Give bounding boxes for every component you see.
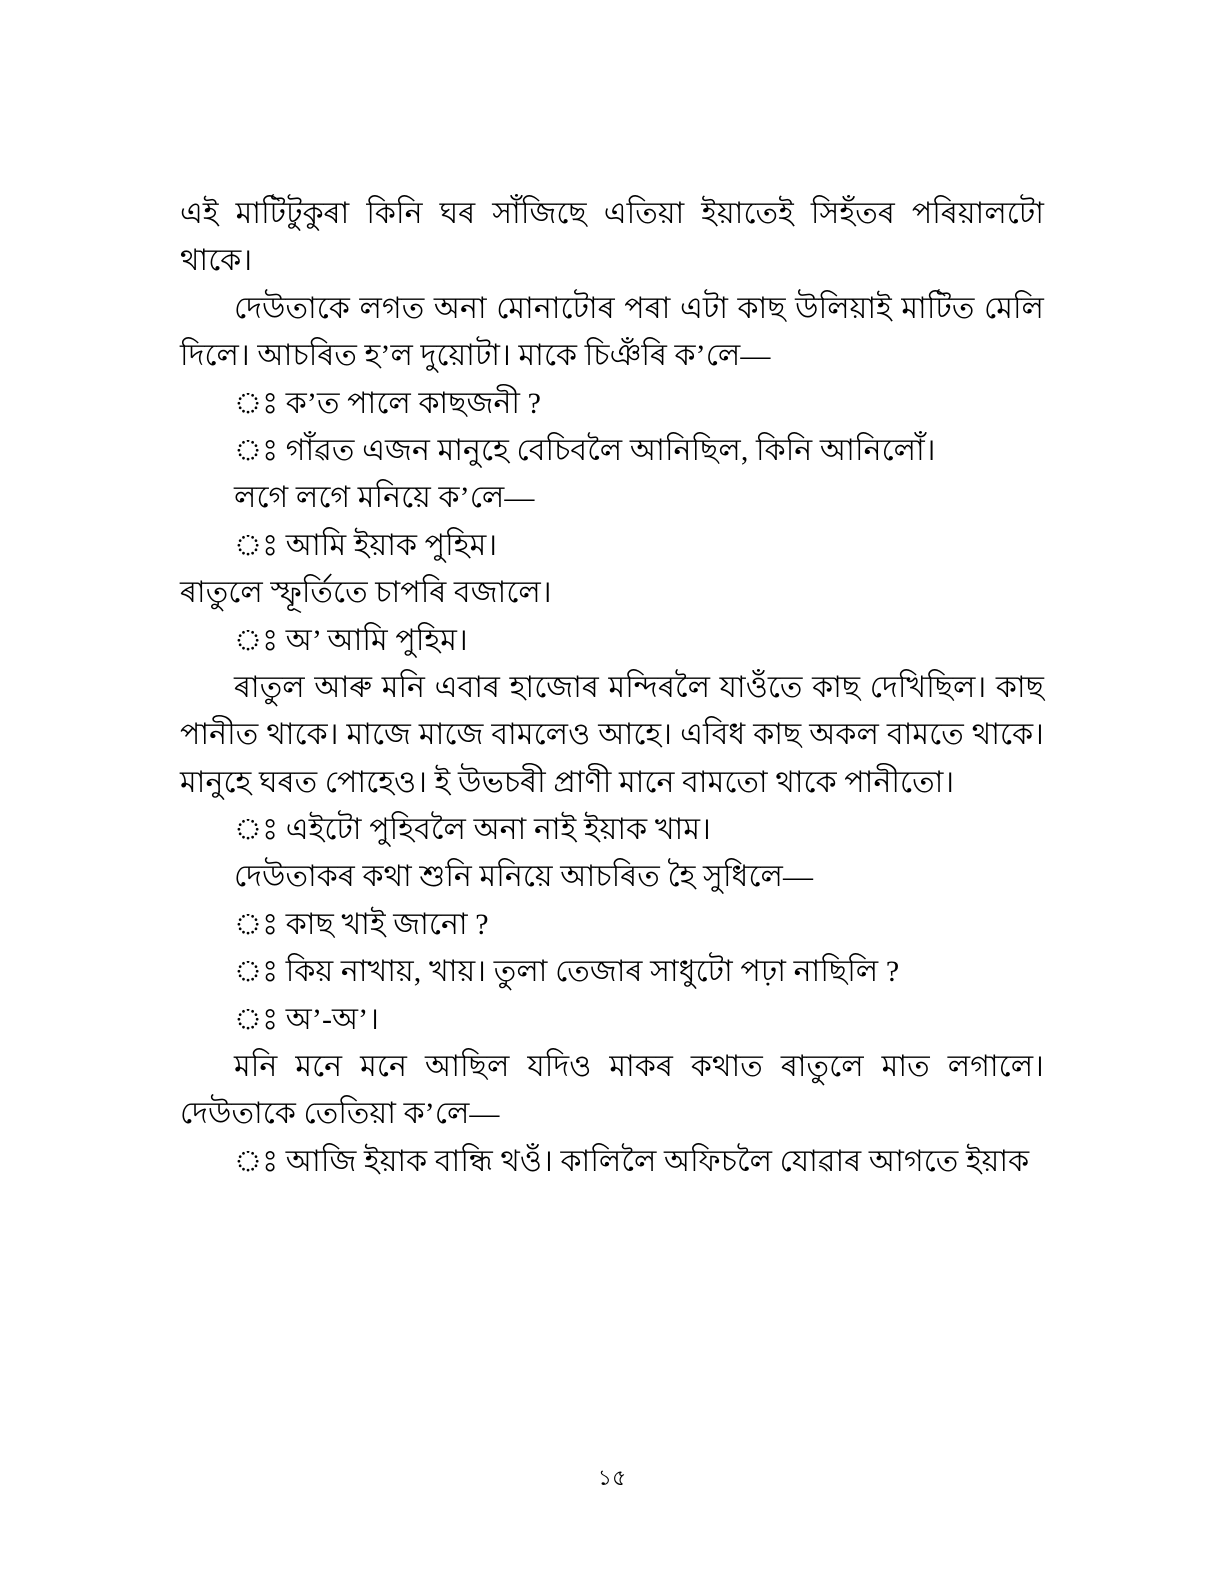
dialogue-line-3: ঃ আমি ইয়াক পুহিম। — [234, 528, 498, 562]
paragraph-2: দেউতাকে লগত অনা মোনাটোৰ পৰা এটা কাছ উলিয়াই মাটিত মেলি দিলে। আচৰিত হ’ল দুয়োটা। মাকে চিঞঁৰি ক’লে— — [180, 291, 1044, 373]
dialogue-line-8: ঃ অ’-অ’। — [234, 1002, 380, 1036]
paragraph-3: ৰাতুল আৰু মনি এবাৰ হাজোৰ মন্দিৰলৈ যাওঁতে কাছ দেখিছিল। কাছ পানীত থাকে। মাজে মাজে বামলেও আহে। এবিধ কাছ অকল বামতে থাকে। মানুহে ঘৰত পোহেও। ই উভচৰী প্ৰাণী মানে বামতো থাকে পানীতো। — [180, 670, 1044, 799]
page-number: ১৫ — [597, 1465, 627, 1490]
narration-line-2: ৰাতুলে স্ফূৰ্তিতে চাপৰি বজালে। — [180, 576, 552, 610]
narration-line-3: দেউতাকৰ কথা শুনি মনিয়ে আচৰিত হৈ সুধিলে— — [234, 860, 814, 894]
dialogue-line-1: ঃ ক’ত পালে কাছজনী ? — [234, 386, 542, 420]
dialogue-line-9: ঃ আজি ইয়াক বান্ধি থওঁ। কালিলৈ অফিচলৈ যোৱাৰ আগতে ইয়াক — [234, 1144, 1030, 1178]
dialogue-line-5: ঃ এইটো পুহিবলৈ অনা নাই ইয়াক খাম। — [234, 813, 711, 847]
dialogue-line-6: ঃ কাছ খাই জানো ? — [234, 907, 489, 941]
page-body — [180, 190, 1044, 1185]
dialogue-line-2: ঃ গাঁৱত এজন মানুহে বেচিবলৈ আনিছিল, কিনি আনিলোঁ। — [234, 433, 936, 467]
dialogue-line-7: ঃ কিয় নাখায়, খায়। তুলা তেজাৰ সাধুটো পঢ়া নাছিলি ? — [234, 955, 900, 989]
narration-line-1: লগে লগে মনিয়ে ক’লে— — [234, 481, 535, 515]
dialogue-line-4: ঃ অ’ আমি পুহিম। — [234, 623, 468, 657]
paragraph-1: এই মাটিটুকুৰা কিনি ঘৰ সাঁজিছে এতিয়া ইয়াতেই সিহঁতৰ পৰিয়ালটো থাকে। — [180, 197, 1044, 278]
paragraph-4: মনি মনে মনে আছিল যদিও মাকৰ কথাত ৰাতুলে মাত লগালে। দেউতাকে তেতিয়া ক’লে— — [180, 1050, 1044, 1131]
